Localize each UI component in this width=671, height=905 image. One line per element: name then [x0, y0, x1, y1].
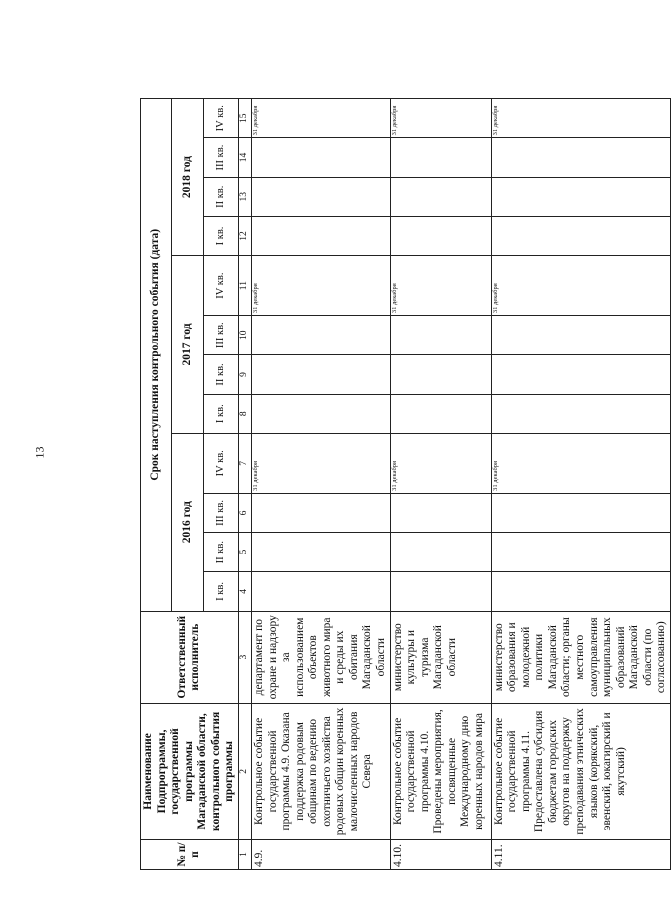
column-number: 14 — [238, 138, 251, 177]
date-cell — [491, 316, 670, 355]
quarter-header: IV кв. — [203, 99, 238, 138]
date-cell — [251, 216, 390, 255]
row-name: Контрольное событие государственной программы 4.9. Оказана поддержка родовым общинам по ведению охотничьего хозяйства родовых общин коренных малочисленных народов Севера — [251, 703, 390, 839]
quarter-header: III кв. — [203, 316, 238, 355]
row-executor: министерство культуры и туризма Магаданской области — [390, 611, 491, 703]
date-cell — [251, 316, 390, 355]
row-number: 4.10. — [390, 840, 491, 870]
date-cell — [390, 355, 491, 394]
column-number: 5 — [238, 533, 251, 572]
header-deadline: Срок наступления контрольного события (дата) — [141, 99, 172, 612]
date-cell — [251, 533, 390, 572]
table-row — [390, 99, 491, 870]
date-cell: 31 декабря — [390, 433, 491, 493]
column-number: 2 — [238, 703, 251, 839]
table-row — [251, 99, 390, 870]
quarter-header: IV кв. — [203, 433, 238, 493]
quarter-header: IV кв. — [203, 256, 238, 316]
date-cell: 31 декабря — [390, 99, 491, 138]
date-cell — [491, 216, 670, 255]
date-cell — [390, 493, 491, 532]
column-number: 11 — [238, 256, 251, 316]
column-number: 10 — [238, 316, 251, 355]
date-cell: 31 декабря — [491, 256, 670, 316]
quarter-header: I кв. — [203, 394, 238, 433]
row-executor: департамент по охране и надзору за использованием объектов животного мира и среды их обитания Магаданской области — [251, 611, 390, 703]
control-events-table — [140, 98, 671, 870]
quarter-header: II кв. — [203, 533, 238, 572]
date-cell: 31 декабря — [491, 99, 670, 138]
column-number: 1 — [238, 840, 251, 870]
header-name: Наименование Подпрограммы, государственной программы Магаданской области, контрольного события программы — [141, 703, 239, 839]
date-cell — [251, 177, 390, 216]
quarter-header: II кв. — [203, 355, 238, 394]
date-cell — [390, 216, 491, 255]
header-num: № п/п — [141, 840, 239, 870]
page-number: 13 — [32, 446, 47, 459]
date-cell — [251, 394, 390, 433]
header-year-2016: 2016 год — [172, 433, 203, 611]
date-cell — [251, 572, 390, 611]
date-cell — [390, 316, 491, 355]
header-year-2018: 2018 год — [172, 99, 203, 256]
column-number: 4 — [238, 572, 251, 611]
column-number: 7 — [238, 433, 251, 493]
date-cell: 31 декабря — [251, 433, 390, 493]
row-name: Контрольное событие государственной программы 4.10. Проведены мероприятия, посвященные Международному дню коренных народов мира — [390, 703, 491, 839]
column-number: 15 — [238, 99, 251, 138]
date-cell — [390, 177, 491, 216]
row-executor: министерство образования и молодежной политики Магаданской области; органы местного самоуправления муниципальных образований Магаданской области (по согласованию) — [491, 611, 670, 703]
row-name: Контрольное событие государственной программы 4.11. Предоставлена субсидия бюджетам городских округов на поддержку преподавания этнических языков (корякский, эвенский, юкагирский и якутский) — [491, 703, 670, 839]
column-number: 9 — [238, 355, 251, 394]
date-cell — [251, 493, 390, 532]
header-executor: Ответственный исполнитель — [141, 611, 239, 703]
column-number: 8 — [238, 394, 251, 433]
row-number: 4.9. — [251, 840, 390, 870]
date-cell: 31 декабря — [390, 256, 491, 316]
date-cell — [491, 394, 670, 433]
date-cell — [251, 138, 390, 177]
date-cell — [491, 177, 670, 216]
table-row — [491, 99, 670, 870]
quarter-header: III кв. — [203, 138, 238, 177]
quarter-header: III кв. — [203, 493, 238, 532]
header-year-2017: 2017 год — [172, 256, 203, 434]
date-cell — [251, 355, 390, 394]
quarter-header: I кв. — [203, 216, 238, 255]
date-cell: 31 декабря — [251, 99, 390, 138]
date-cell — [390, 533, 491, 572]
control-events-table-sheet — [140, 98, 668, 870]
date-cell — [491, 355, 670, 394]
date-cell: 31 декабря — [251, 256, 390, 316]
date-cell — [491, 572, 670, 611]
date-cell: 31 декабря — [491, 433, 670, 493]
date-cell — [390, 572, 491, 611]
column-number: 6 — [238, 493, 251, 532]
date-cell — [491, 493, 670, 532]
date-cell — [491, 533, 670, 572]
quarter-header: I кв. — [203, 572, 238, 611]
column-number: 3 — [238, 611, 251, 703]
column-number: 12 — [238, 216, 251, 255]
date-cell — [491, 138, 670, 177]
date-cell — [390, 394, 491, 433]
column-number: 13 — [238, 177, 251, 216]
date-cell — [390, 138, 491, 177]
row-number: 4.11. — [491, 840, 670, 870]
quarter-header: II кв. — [203, 177, 238, 216]
